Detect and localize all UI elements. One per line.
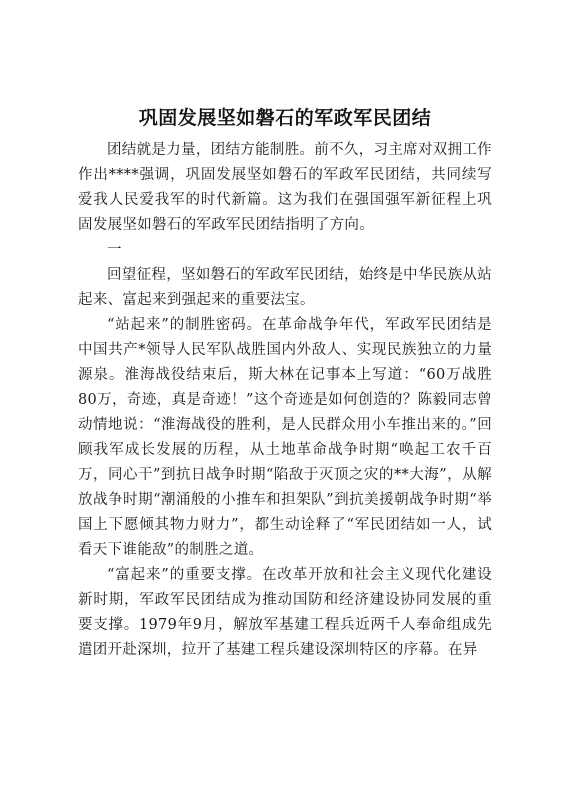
paragraph-intro: 团结就是力量，团结方能制胜。前不久，习主席对双拥工作作出****强调，巩固发展坚如磐石的军政军民团结，共同续写爱我人民爱我军的时代新篇。这为我们在强国强军新征程上巩固发展坚如磐石的军政军民团结指明了方向。	[78, 142, 492, 233]
paragraph-review: 回望征程，坚如磐石的军政军民团结，始终是中华民族从站起来、富起来到强起来的重要法宝。	[78, 267, 492, 308]
document-body	[78, 138, 492, 663]
section-marker: 一	[107, 242, 122, 258]
paragraph-get-rich: “富起来”的重要支撑。在改革开放和社会主义现代化建设新时期，军政军民团结成为推动国防和经济建设协同发展的重要支撑。1979年9月，解放军基建工程兵近两千人奉命组成先遣团开赴深圳，拉开了基建工程兵建设深圳特区的序幕。在异	[78, 567, 492, 658]
paragraph-stand-up: “站起来”的制胜密码。在革命战争年代，军政军民团结是中国共产*领导人民军队战胜国内外敌人、实现民族独立的力量源泉。淮海战役结束后，斯大林在记事本上写道：“60万战胜80万，奇迹，真是奇迹！”这个奇迹是如何创造的？陈毅同志曾动情地说：“淮海战役的胜利，是人民群众用小车推出来的。”回顾我军成长发展的历程，从土地革命战争时期“唤起工农千百万，同心干”到抗日战争时期“陷敌于灭顶之灾的**大海”，从解放战争时期“潮涌般的小推车和担架队”到抗美援朝战争时期“举国上下愿倾其物力财力”，都生动诠释了“军民团结如一人，试看天下谁能敌”的制胜之道。	[78, 317, 492, 558]
document-title: 巩固发展坚如磐石的军政军民团结	[138, 107, 432, 129]
